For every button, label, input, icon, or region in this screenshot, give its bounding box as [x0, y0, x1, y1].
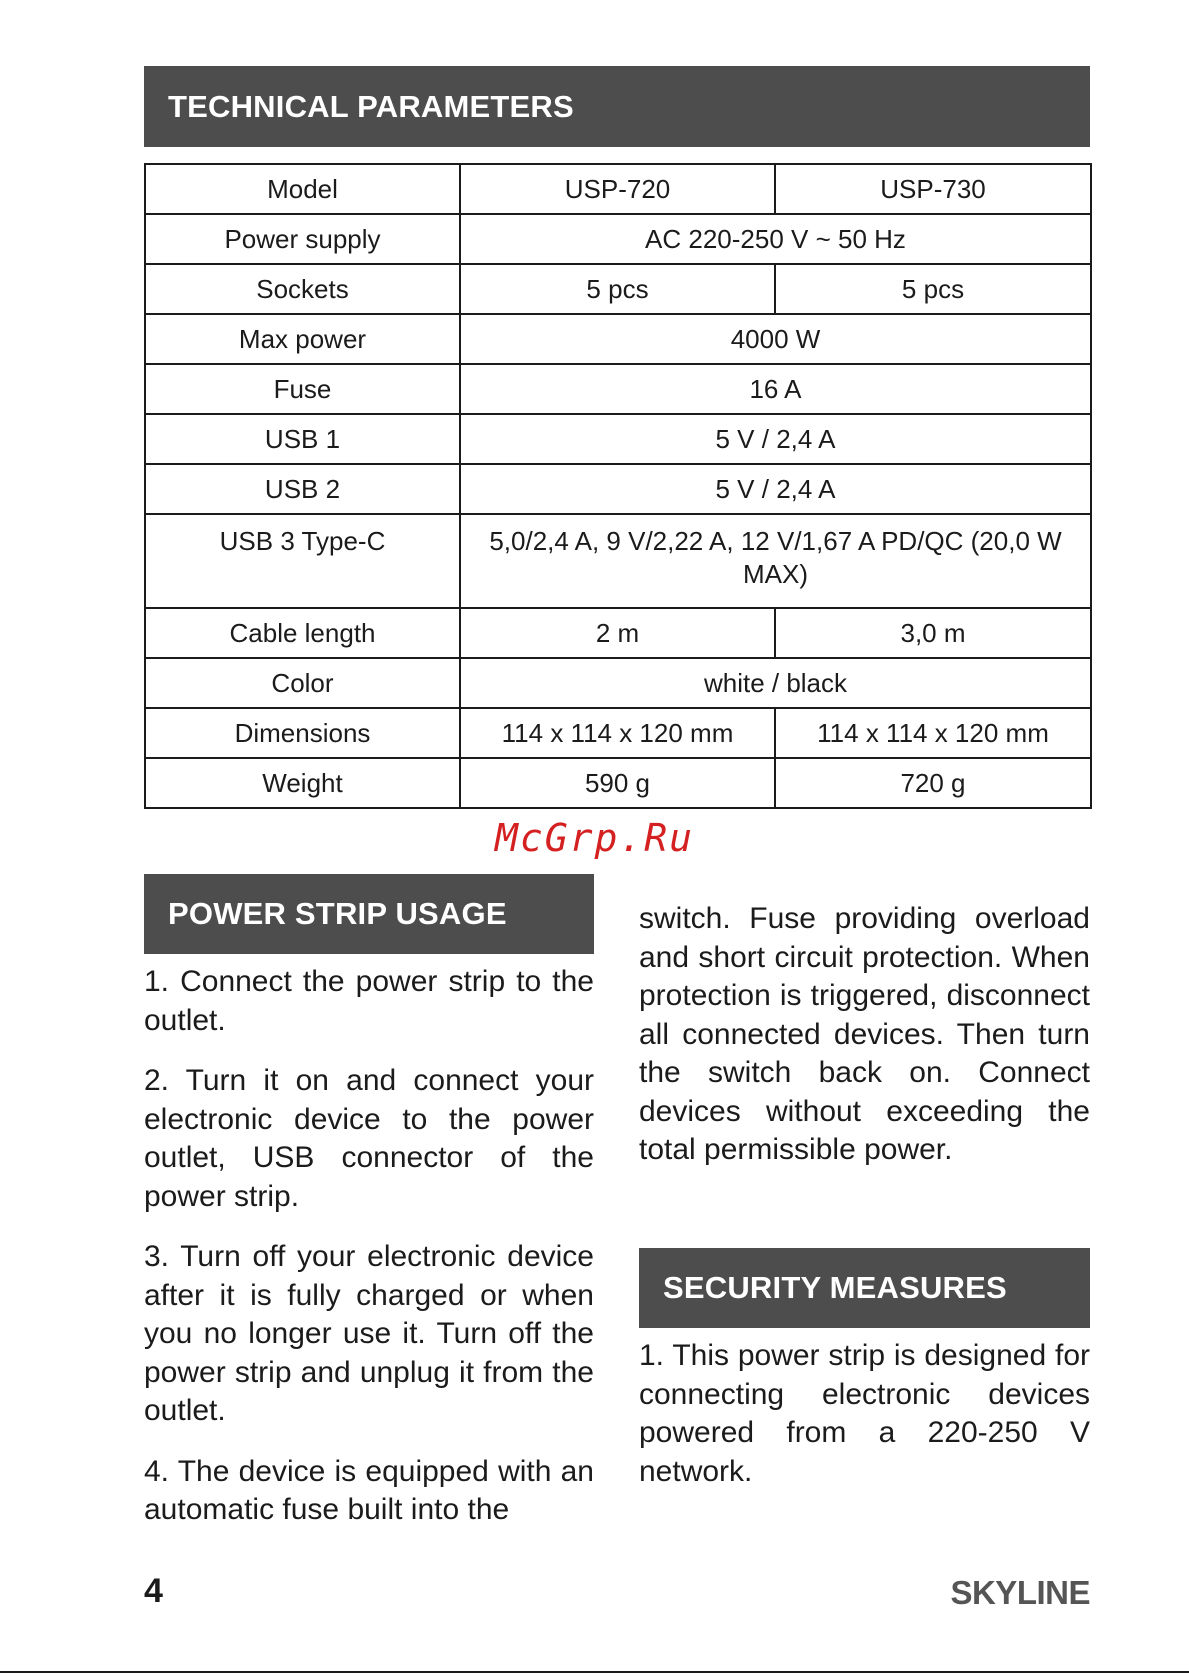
param-label: Model: [145, 164, 460, 214]
table-row: [145, 708, 1091, 758]
table-row: [145, 758, 1091, 808]
param-label: Power supply: [145, 214, 460, 264]
table-row: [145, 264, 1091, 314]
power-strip-usage-heading: POWER STRIP USAGE: [144, 874, 594, 954]
security-column: [639, 1337, 1090, 1513]
usage-step-4-continued: switch. Fuse providing overload and short circuit protection. When protection is triggered, disconnect all connected devices. Then turn the switch back on. Connect devices without exceeding the total permissible power.: [639, 902, 1090, 1166]
brand-logo: SKYLINE: [950, 1574, 1090, 1611]
security-item-1: 1. This power strip is designed for connecting electronic devices powered from a 220-250 V network.: [639, 1339, 1090, 1488]
param-value: 5,0/2,4 A, 9 V/2,22 A, 12 V/1,67 A PD/QC (20,0 W MAX): [460, 514, 1091, 608]
param-value: 590 g: [460, 758, 775, 808]
table-row: [145, 464, 1091, 514]
usage-column-left: [144, 963, 594, 1552]
usage-step-2: 2. Turn it on and connect your electronic device to the power outlet, USB connector of the power strip.: [144, 1064, 594, 1213]
param-label: Max power: [145, 314, 460, 364]
param-label: Fuse: [145, 364, 460, 414]
param-value: 114 x 114 x 120 mm: [775, 708, 1091, 758]
param-value: 114 x 114 x 120 mm: [460, 708, 775, 758]
param-value: white / black: [460, 658, 1091, 708]
table-row: [145, 514, 1091, 608]
param-label: USB 2: [145, 464, 460, 514]
watermark: McGrp.Ru: [494, 816, 695, 860]
param-value: 5 V / 2,4 A: [460, 414, 1091, 464]
technical-parameters-table: [144, 163, 1092, 809]
usage-step-1: 1. Connect the power strip to the outlet.: [144, 965, 594, 1037]
param-label: USB 3 Type-C: [145, 514, 460, 608]
param-label: Cable length: [145, 608, 460, 658]
table-row: [145, 608, 1091, 658]
param-value: USP-730: [775, 164, 1091, 214]
param-value: 4000 W: [460, 314, 1091, 364]
param-value: 720 g: [775, 758, 1091, 808]
param-label: Sockets: [145, 264, 460, 314]
security-measures-heading: SECURITY MEASURES: [639, 1248, 1090, 1328]
param-label: USB 1: [145, 414, 460, 464]
param-label: Dimensions: [145, 708, 460, 758]
usage-column-right: [639, 900, 1090, 1192]
param-value: 2 m: [460, 608, 775, 658]
param-value: 16 A: [460, 364, 1091, 414]
param-value: 5 V / 2,4 A: [460, 464, 1091, 514]
param-value: AC 220-250 V ~ 50 Hz: [460, 214, 1091, 264]
table-row: [145, 658, 1091, 708]
param-value: USP-720: [460, 164, 775, 214]
page-number: 4: [144, 1572, 163, 1610]
param-value: 3,0 m: [775, 608, 1091, 658]
param-label: Weight: [145, 758, 460, 808]
table-row: [145, 314, 1091, 364]
usage-step-3: 3. Turn off your electronic device after it is fully charged or when you no longer use it. Turn off the power strip and unplug it from the outlet.: [144, 1240, 594, 1427]
technical-parameters-heading: TECHNICAL PARAMETERS: [144, 66, 1090, 147]
param-label: Color: [145, 658, 460, 708]
page-bottom-rule: [0, 1671, 1189, 1673]
usage-step-4: 4. The device is equipped with an automatic fuse built into the: [144, 1454, 594, 1526]
table-row: [145, 414, 1091, 464]
table-row: [145, 214, 1091, 264]
table-row: [145, 164, 1091, 214]
param-value: 5 pcs: [775, 264, 1091, 314]
table-row: [145, 364, 1091, 414]
param-value: 5 pcs: [460, 264, 775, 314]
